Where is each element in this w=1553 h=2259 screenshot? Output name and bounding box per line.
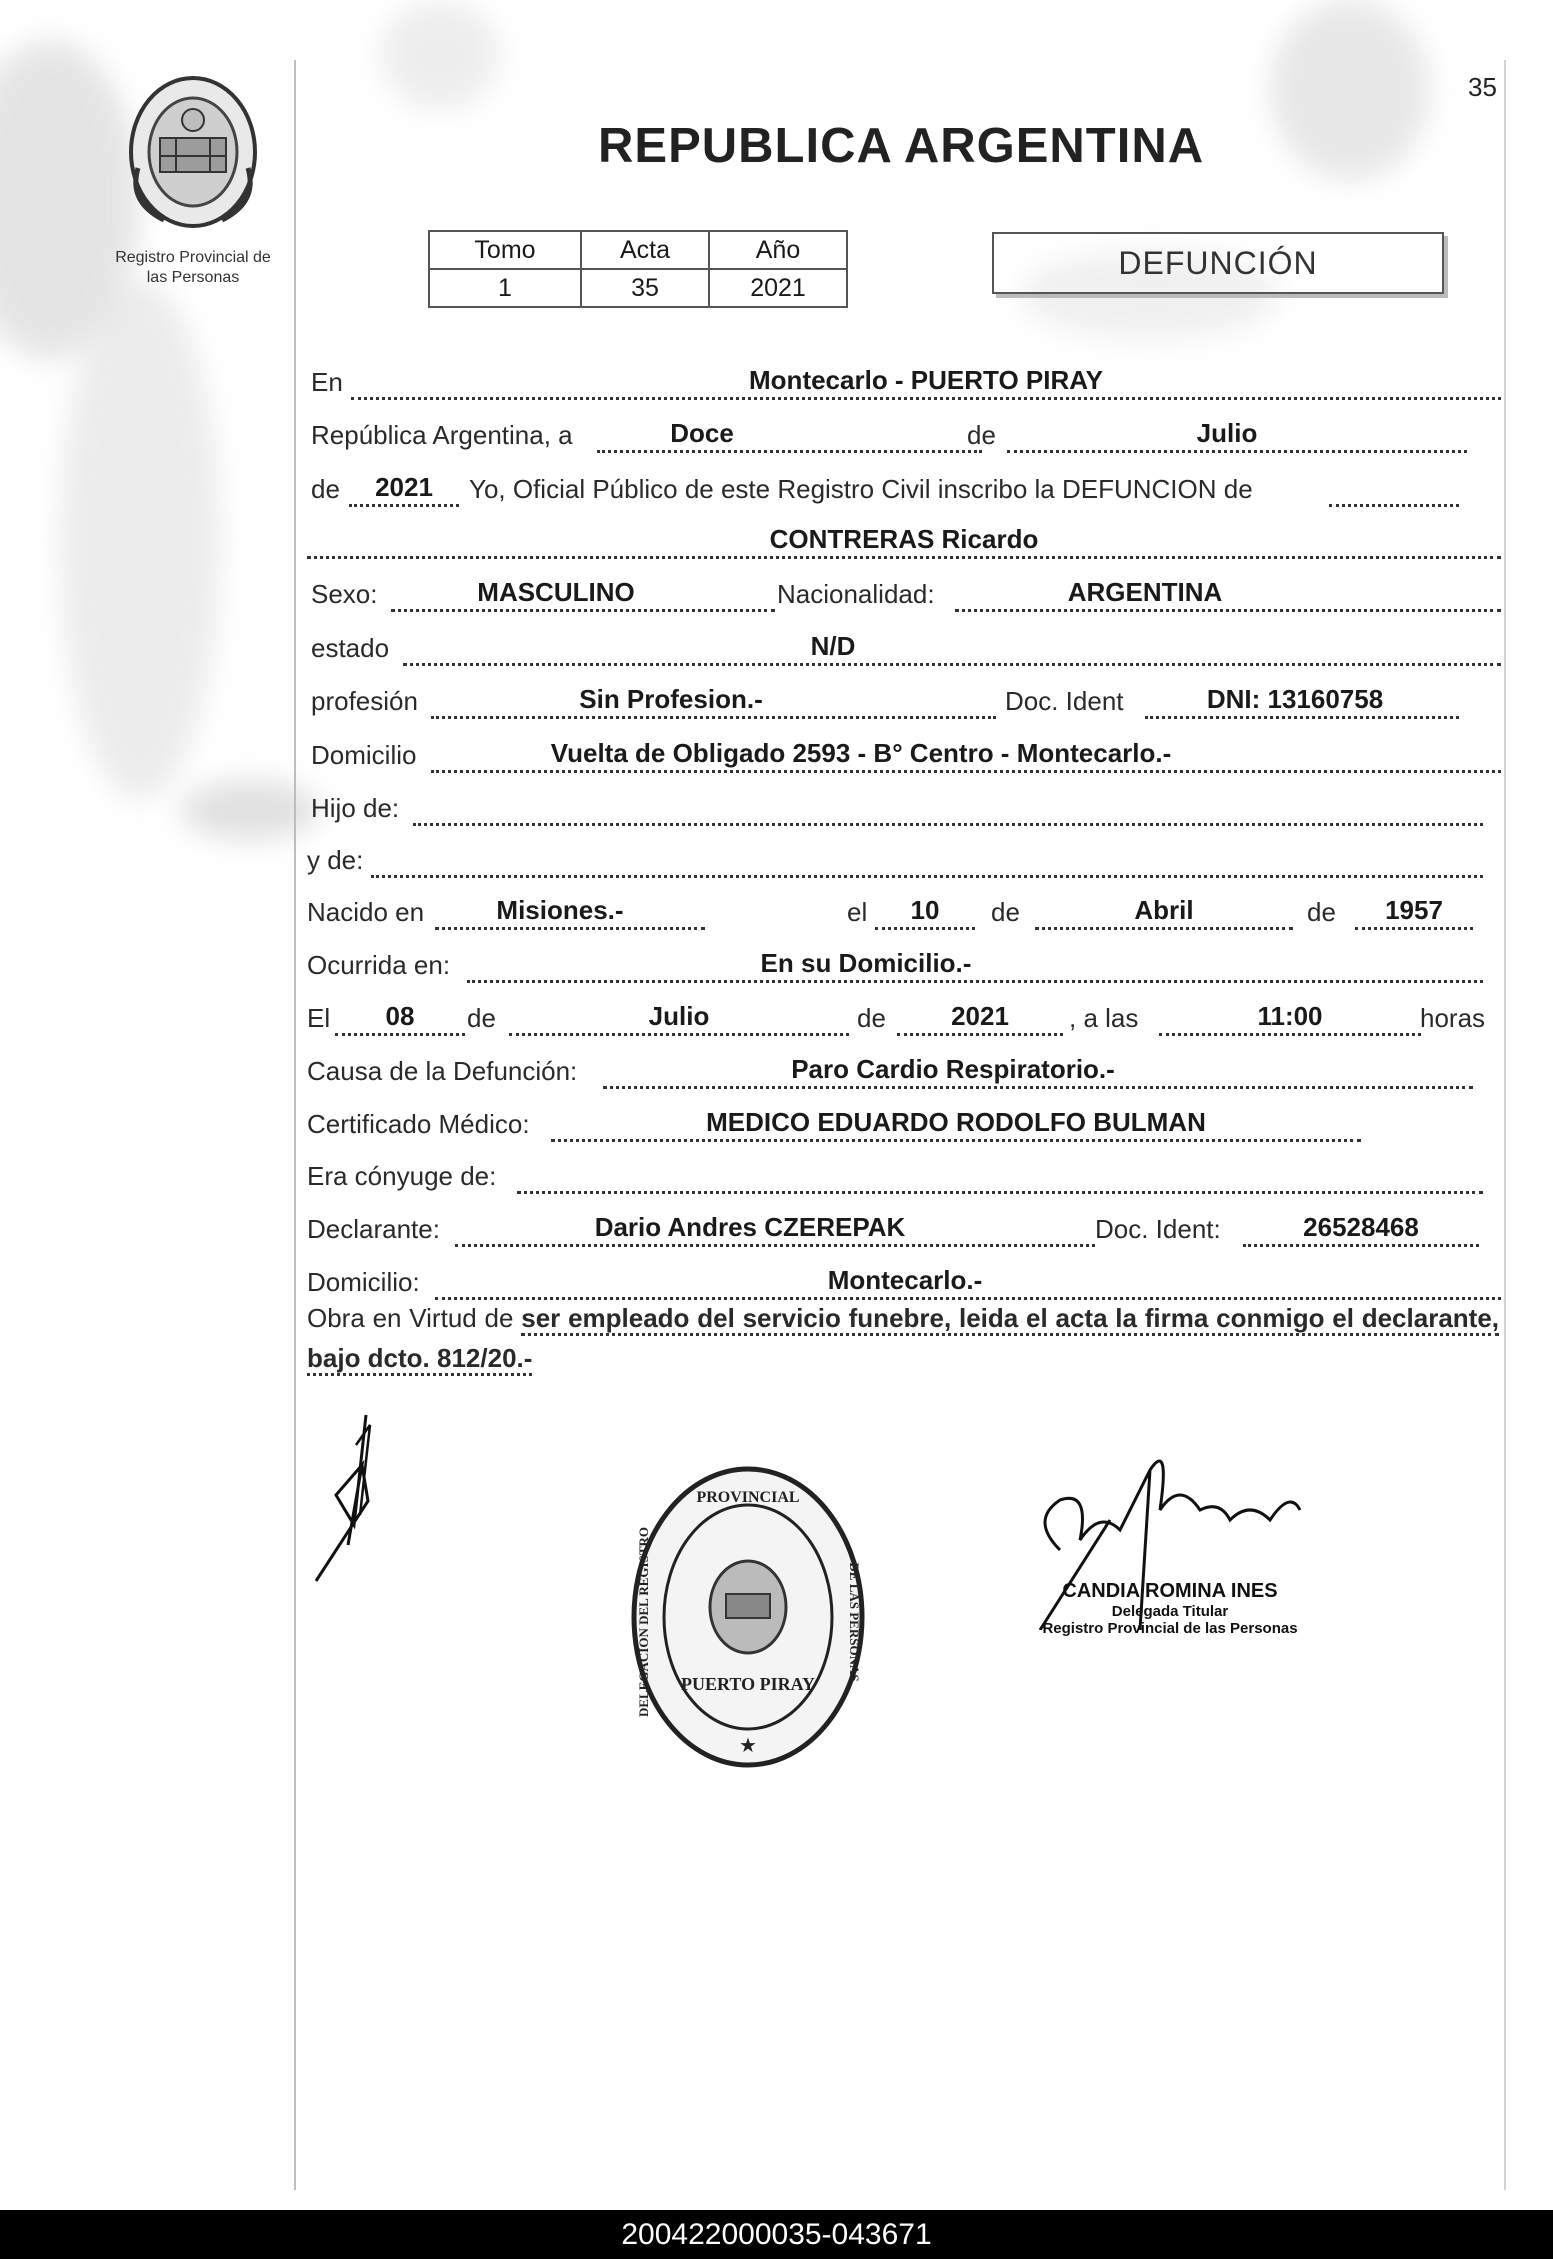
domicilio-label: Domicilio	[311, 740, 417, 770]
field-line-sexo	[307, 570, 1502, 614]
officer-office: Registro Provincial de las Personas	[1042, 1620, 1298, 1637]
field-line-profesion	[307, 677, 1502, 721]
domicilio2-value: Montecarlo.-	[827, 1265, 983, 1295]
nombre-value: CONTRERAS Ricardo	[769, 524, 1039, 554]
scan-noise	[380, 0, 500, 110]
doc2-label: Doc. Ident:	[1095, 1214, 1221, 1244]
field-line-estado	[307, 624, 1502, 668]
doc2-value: 26528468	[1303, 1212, 1419, 1242]
svg-text:PROVINCIAL: PROVINCIAL	[696, 1489, 800, 1506]
certificado-label: Certificado Médico:	[307, 1109, 530, 1139]
conyuge-label: Era cónyuge de:	[307, 1161, 497, 1191]
document-code-footer: 200422000035-043671	[0, 2210, 1553, 2259]
right-margin-line	[1504, 60, 1506, 2190]
officer-role: Delegada Titular	[1111, 1603, 1229, 1620]
domicilio-value: Vuelta de Obligado 2593 - B° Centro - Montecarlo.-	[550, 738, 1172, 768]
acta-header: Acta	[581, 231, 709, 269]
field-line-nombre	[307, 517, 1502, 561]
nacionalidad-label: Nacionalidad:	[777, 579, 935, 609]
doc-value: DNI: 13160758	[1206, 684, 1384, 714]
en-value: Montecarlo - PUERTO PIRAY	[749, 365, 1103, 395]
nacionalidad-value: ARGENTINA	[1067, 577, 1223, 607]
estado-label: estado	[311, 633, 390, 663]
fall-mes-value: Julio	[648, 1001, 710, 1031]
svg-text:★: ★	[739, 1733, 757, 1757]
fall-de2-label: de	[857, 1003, 886, 1033]
tomo-value: 1	[429, 269, 581, 307]
causa-value: Paro Cardio Respiratorio.-	[791, 1054, 1115, 1084]
acta-value: 35	[581, 269, 709, 307]
logo-caption: Registro Provincial de las Personas	[115, 249, 271, 286]
registry-seal-icon	[628, 1462, 868, 1772]
field-line-yde	[307, 836, 1502, 880]
page-number: 35	[1468, 72, 1497, 102]
left-margin-line	[294, 60, 296, 2190]
fall-dia-value: 08	[385, 1001, 415, 1031]
scan-noise	[180, 780, 320, 840]
scan-noise	[60, 280, 220, 800]
inscribo-text: Yo, Oficial Público de este Registro Civil inscribo la DEFUNCION de	[469, 474, 1253, 504]
obra-label: Obra en Virtud de	[307, 1303, 514, 1333]
nac-dia-value: 10	[910, 895, 940, 925]
ocurrida-label: Ocurrida en:	[307, 950, 451, 980]
field-line-fecha-defuncion	[307, 994, 1502, 1038]
reference-table	[428, 230, 848, 308]
field-line-declarante	[307, 1205, 1502, 1249]
declarante-value: Dario Andres CZEREPAK	[594, 1212, 906, 1242]
de1-label: de	[967, 420, 996, 450]
misiones-emblem-icon	[124, 72, 262, 232]
officer-signature-block	[1010, 1580, 1330, 1637]
mes-value: Julio	[1196, 418, 1258, 448]
sexo-label: Sexo:	[311, 579, 378, 609]
field-line-domicilio-declarante	[307, 1258, 1502, 1302]
el2-label: El	[307, 1003, 331, 1033]
anio-value: 2021	[709, 269, 847, 307]
nac-de1-label: de	[991, 897, 1020, 927]
profesion-label: profesión	[311, 686, 418, 716]
sexo-value: MASCULINO	[477, 577, 635, 607]
hora-value: 11:00	[1257, 1001, 1323, 1031]
fall-de1-label: de	[467, 1003, 496, 1033]
el-label: el	[847, 897, 868, 927]
hijo-label: Hijo de:	[311, 793, 400, 823]
field-line-ocurrida	[307, 941, 1502, 985]
domicilio2-label: Domicilio:	[307, 1267, 420, 1297]
dia-value: Doce	[670, 418, 734, 448]
field-line-hijo	[307, 784, 1502, 828]
nacido-label: Nacido en	[307, 897, 425, 927]
act-type-box: DEFUNCIÓN	[992, 232, 1444, 294]
fall-anio-value: 2021	[951, 1001, 1009, 1031]
tomo-header: Tomo	[429, 231, 581, 269]
field-line-nacido	[307, 888, 1502, 932]
ocurrida-value: En su Domicilio.-	[760, 948, 972, 978]
horas-label: horas	[1420, 1003, 1486, 1033]
officer-name: CANDIA ROMINA INES	[1062, 1580, 1278, 1602]
nac-mes-value: Abril	[1134, 895, 1194, 925]
scan-noise	[1270, 0, 1430, 180]
svg-text:DELEGACION DEL REGISTRO: DELEGACION DEL REGISTRO	[636, 1527, 651, 1717]
estado-value: N/D	[810, 631, 856, 661]
anio-inscripcion-value: 2021	[375, 472, 433, 502]
obra-en-virtud	[307, 1298, 1499, 1378]
field-line-conyuge	[307, 1152, 1502, 1196]
nac-anio-value: 1957	[1385, 895, 1443, 925]
field-line-domicilio	[307, 731, 1502, 775]
en-label: En	[311, 367, 343, 397]
field-line-fecha	[307, 411, 1502, 455]
field-line-en	[307, 358, 1502, 402]
alas-label: , a las	[1069, 1003, 1139, 1033]
field-line-certificado	[307, 1100, 1502, 1144]
republica-label: República Argentina, a	[311, 420, 573, 450]
de2-label: de	[311, 474, 340, 504]
declarant-signature	[296, 1405, 406, 1585]
obra-value: ser empleado del servicio funebre, leida el acta la firma conmigo el declarante, bajo dcto. 812/20.-	[307, 1303, 1499, 1376]
profesion-value: Sin Profesion.-	[579, 684, 763, 714]
declarante-label: Declarante:	[307, 1214, 440, 1244]
field-line-causa	[307, 1047, 1502, 1091]
page-title: REPUBLICA ARGENTINA	[598, 119, 1205, 173]
svg-text:DE LAS PERSONAS: DE LAS PERSONAS	[847, 1562, 862, 1682]
svg-text:PUERTO PIRAY: PUERTO PIRAY	[681, 1674, 815, 1694]
field-line-inscribo	[307, 465, 1502, 509]
nac-de2-label: de	[1307, 897, 1336, 927]
doc-label: Doc. Ident	[1005, 686, 1124, 716]
yde-label: y de:	[307, 845, 364, 875]
anio-header: Año	[709, 231, 847, 269]
certificado-value: MEDICO EDUARDO RODOLFO BULMAN	[706, 1107, 1206, 1137]
nacido-value: Misiones.-	[496, 895, 624, 925]
causa-label: Causa de la Defunción:	[307, 1056, 578, 1086]
